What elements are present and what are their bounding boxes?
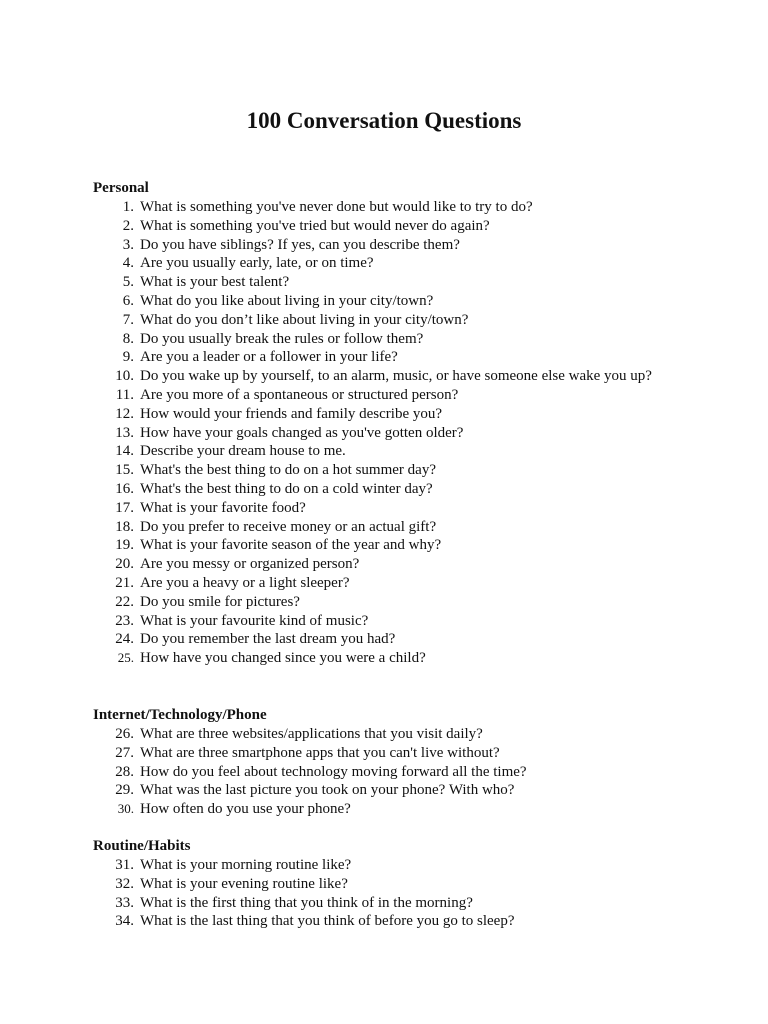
question-text: What do you don’t like about living in your city/town?: [140, 311, 469, 328]
question-item: [93, 725, 733, 744]
question-text: Are you messy or organized person?: [140, 556, 360, 573]
question-number: 1.: [122, 199, 134, 215]
question-text: What is the last thing that you think of before you go to sleep?: [140, 913, 515, 930]
question-item: [93, 236, 733, 255]
question-item: [93, 367, 733, 386]
question-number: 14.: [115, 443, 134, 460]
question-number: 30.: [117, 801, 134, 817]
section-heading: Internet/Technology/Phone: [93, 707, 267, 723]
question-number: 24.: [115, 631, 134, 648]
question-text: What are three websites/applications that you visit daily?: [140, 726, 483, 742]
question-text: What is your best talent?: [140, 274, 290, 291]
question-item: [93, 330, 733, 349]
question-text: Do you smile for pictures?: [140, 593, 300, 610]
question-number: 20.: [115, 556, 134, 573]
question-text: What do you like about living in your city/town?: [140, 292, 434, 309]
question-item: [93, 612, 733, 631]
question-item: [93, 593, 733, 612]
question-number: 34.: [115, 913, 134, 930]
question-text: What's the best thing to do on a hot summer day?: [140, 462, 436, 479]
question-text: What was the last picture you took on your phone? With who?: [140, 782, 515, 799]
question-text: How have your goals changed as you've gotten older?: [140, 424, 464, 441]
question-list: [93, 856, 733, 931]
question-item: [93, 254, 733, 273]
question-text: How do you feel about technology moving forward all the time?: [140, 763, 527, 780]
question-item: [93, 630, 733, 649]
question-list: [93, 198, 733, 668]
question-number: 18.: [115, 518, 134, 535]
question-text: Are you more of a spontaneous or structured person?: [140, 386, 459, 403]
question-item: [93, 856, 733, 875]
question-text: What is your evening routine like?: [140, 875, 348, 892]
question-item: [93, 499, 733, 518]
question-text: How would your friends and family describe you?: [140, 405, 443, 422]
question-item: [93, 555, 733, 574]
question-number: 8.: [122, 330, 134, 347]
question-item: [93, 912, 733, 931]
section-routine-habits: [93, 837, 733, 931]
question-number: 4.: [122, 255, 134, 272]
question-item: [93, 574, 733, 593]
question-text: What is your favourite kind of music?: [140, 612, 369, 629]
question-number: 16.: [115, 480, 134, 497]
question-number: 12.: [115, 405, 134, 422]
question-number: 22.: [115, 593, 134, 610]
question-text: What is something you've tried but would never do again?: [140, 217, 490, 234]
question-number: 2.: [122, 217, 134, 234]
question-number: 29.: [115, 782, 134, 799]
question-number: 6.: [122, 292, 134, 309]
question-item: [93, 292, 733, 311]
question-item: [93, 217, 733, 236]
question-number: 9.: [122, 349, 134, 366]
question-item: [93, 875, 733, 894]
question-number: 15.: [115, 462, 134, 479]
question-text: How have you changed since you were a child?: [140, 650, 426, 667]
question-item: [93, 763, 733, 782]
question-number: 27.: [115, 744, 134, 761]
question-item: [93, 536, 733, 555]
question-item: [93, 649, 733, 668]
section-internet-technology-phone: [93, 706, 733, 819]
question-number: 17.: [115, 499, 134, 516]
question-text: Do you usually break the rules or follow them?: [140, 330, 424, 347]
question-item: [93, 273, 733, 292]
question-number: 19.: [115, 537, 134, 554]
question-number: 3.: [122, 236, 134, 253]
question-number: 28.: [115, 763, 134, 780]
question-text: Are you a heavy or a light sleeper?: [140, 574, 350, 591]
question-number: 5.: [122, 274, 134, 291]
question-text: Do you wake up by yourself, to an alarm, music, or have someone else wake you up?: [140, 368, 652, 385]
question-item: [93, 424, 733, 443]
question-item: [93, 405, 733, 424]
question-text: What is the first thing that you think of in the morning?: [140, 894, 473, 911]
section-heading: Routine/Habits: [93, 838, 191, 854]
question-number: 26.: [115, 726, 134, 742]
document-title: 100 Conversation Questions: [246, 108, 522, 133]
section-personal: [93, 179, 733, 668]
question-item: [93, 894, 733, 913]
question-text: What is something you've never done but would like to try to do?: [140, 199, 533, 215]
question-item: [93, 442, 733, 461]
question-text: What's the best thing to do on a cold winter day?: [140, 480, 433, 497]
question-number: 31.: [115, 857, 134, 873]
question-text: What is your morning routine like?: [140, 857, 352, 873]
question-number: 11.: [115, 386, 134, 403]
question-text: Do you have siblings? If yes, can you describe them?: [140, 236, 460, 253]
section-heading: Personal: [93, 180, 149, 196]
question-list: [93, 725, 733, 819]
question-text: What is your favorite season of the year and why?: [140, 537, 442, 554]
question-text: Do you prefer to receive money or an actual gift?: [140, 518, 437, 535]
question-item: [93, 311, 733, 330]
question-item: [93, 348, 733, 367]
question-text: Describe your dream house to me.: [140, 443, 346, 460]
question-number: 23.: [115, 612, 134, 629]
question-number: 32.: [115, 875, 134, 892]
question-text: Do you remember the last dream you had?: [140, 631, 396, 648]
question-item: [93, 386, 733, 405]
question-text: Are you a leader or a follower in your life?: [140, 349, 398, 366]
question-text: Are you usually early, late, or on time?: [140, 255, 374, 272]
question-number: 10.: [115, 368, 134, 385]
question-text: How often do you use your phone?: [140, 801, 351, 818]
question-item: [93, 480, 733, 499]
question-text: What is your favorite food?: [140, 499, 306, 516]
question-item: [93, 800, 733, 819]
question-text: What are three smartphone apps that you can't live without?: [140, 744, 500, 761]
question-item: [93, 461, 733, 480]
question-number: 21.: [115, 574, 134, 591]
question-item: [93, 198, 733, 217]
question-number: 7.: [122, 311, 134, 328]
question-item: [93, 518, 733, 537]
question-number: 13.: [115, 424, 134, 441]
question-number: 25.: [117, 650, 134, 666]
question-number: 33.: [115, 894, 134, 911]
question-item: [93, 781, 733, 800]
question-item: [93, 744, 733, 763]
